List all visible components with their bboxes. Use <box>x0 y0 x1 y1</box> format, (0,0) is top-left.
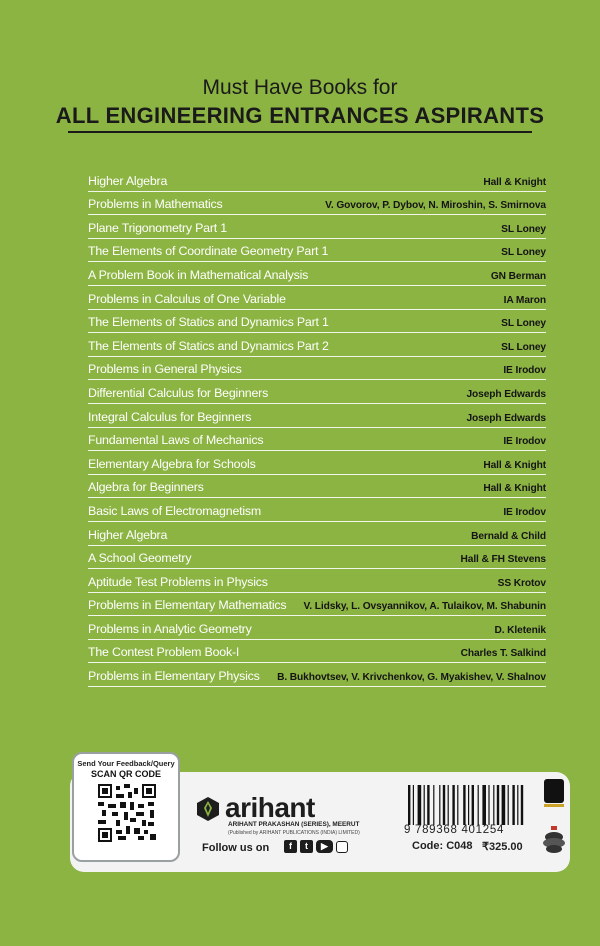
book-title: Problems in Calculus of One Variable <box>88 291 286 306</box>
book-row <box>88 286 546 310</box>
scan-qr-label: SCAN QR CODE <box>90 769 161 779</box>
book-author: Hall & FH Stevens <box>460 554 546 566</box>
page-heading <box>0 76 600 129</box>
book-author: GN Berman <box>490 270 546 282</box>
barcode-bar <box>521 785 523 825</box>
book-row <box>88 192 546 216</box>
book-title: Algebra for Beginners <box>88 480 204 495</box>
barcode-bar <box>508 785 509 825</box>
barcode-bar <box>493 785 494 825</box>
book-title: Higher Algebra <box>88 173 168 188</box>
heading-underline <box>68 131 532 133</box>
feedback-qr-box[interactable] <box>72 752 180 862</box>
book-author: B. Bukhovtsev, V. Krivchenkov, G. Myakishev, V. Shalnov <box>277 672 546 684</box>
publisher-note: (Published by ARIHANT PUBLICATIONS (INDIA) LIMITED) <box>228 830 360 836</box>
book-title: Differential Calculus for Beginners <box>88 385 269 400</box>
book-title: Plane Trigonometry Part 1 <box>88 220 227 235</box>
book-author: IE Irodov <box>503 365 546 377</box>
book-row <box>88 616 546 640</box>
barcode-bar <box>413 785 414 825</box>
book-price: ₹325.00 <box>482 841 523 853</box>
barcode-bar <box>468 785 469 825</box>
barcode-bar <box>463 785 465 825</box>
book-title: The Elements of Coordinate Geometry Part 1 <box>88 244 329 259</box>
book-row <box>88 404 546 428</box>
book-author: Charles T. Salkind <box>460 648 546 660</box>
youtube-icon[interactable]: ▶ <box>316 840 333 853</box>
book-title: The Elements of Statics and Dynamics Part 1 <box>88 315 329 330</box>
book-title: The Elements of Statics and Dynamics Part 2 <box>88 338 329 353</box>
barcode-bar <box>424 785 425 825</box>
book-row <box>88 428 546 452</box>
book-row <box>88 262 546 286</box>
book-row <box>88 215 546 239</box>
book-row <box>88 546 546 570</box>
barcode-bar <box>443 785 445 825</box>
barcode-bar <box>448 785 449 825</box>
book-row <box>88 522 546 546</box>
publisher-brand: arihant <box>225 792 315 823</box>
instagram-icon[interactable] <box>336 841 348 853</box>
publisher-name: ARIHANT PRAKASHAN (SERIES), MEERUT <box>228 821 360 828</box>
book-title: Problems in Elementary Physics <box>88 669 260 684</box>
book-list <box>88 168 546 687</box>
book-author: IE Irodov <box>503 506 546 518</box>
book-author: Joseph Edwards <box>466 412 546 424</box>
book-row <box>88 168 546 192</box>
book-title: Elementary Algebra for Schools <box>88 456 256 471</box>
book-row <box>88 380 546 404</box>
book-title: Problems in Elementary Mathematics <box>88 598 287 613</box>
book-author: SL Loney <box>501 341 546 353</box>
book-title: A School Geometry <box>88 551 192 566</box>
book-author: IE Irodov <box>503 436 546 448</box>
feedback-label: Send Your Feedback/Query <box>77 759 175 768</box>
isbn-number: 9 789368 401254 <box>404 824 505 836</box>
book-title: The Contest Problem Book-I <box>88 645 240 660</box>
barcode-bar <box>427 785 429 825</box>
book-author: D. Kletenik <box>494 624 546 636</box>
book-author: IA Maron <box>503 294 546 306</box>
book-row <box>88 333 546 357</box>
book-row <box>88 451 546 475</box>
barcode-bar <box>439 785 440 825</box>
barcode-bar <box>433 785 434 825</box>
heading-title: ALL ENGINEERING ENTRANCES ASPIRANTS <box>55 103 545 128</box>
book-row <box>88 569 546 593</box>
book-code: Code: C048 <box>412 840 473 852</box>
barcode-bar <box>408 785 410 825</box>
book-title: Problems in Mathematics <box>88 197 223 212</box>
barcode-bar <box>497 785 499 825</box>
book-row <box>88 498 546 522</box>
book-title: A Problem Book in Mathematical Analysis <box>88 267 309 282</box>
barcode-bar <box>488 785 489 825</box>
book-author: Hall & Knight <box>483 459 546 471</box>
barcode-bar <box>482 785 486 825</box>
book-author: SS Krotov <box>497 577 546 589</box>
book-row <box>88 593 546 617</box>
barcode-bar <box>502 785 506 825</box>
book-row <box>88 640 546 664</box>
book-row <box>88 663 546 687</box>
book-title: Aptitude Test Problems in Physics <box>88 574 268 589</box>
book-title: Problems in Analytic Geometry <box>88 621 252 636</box>
book-author: SL Loney <box>501 223 546 235</box>
barcode-bar <box>418 785 422 825</box>
heading-subtitle: Must Have Books for <box>202 76 398 99</box>
book-row <box>88 239 546 263</box>
mascot-icon <box>544 779 564 803</box>
twitter-icon[interactable]: t <box>300 840 313 853</box>
barcode-bar <box>472 785 474 825</box>
book-author: Hall & Knight <box>483 176 546 188</box>
book-title: Problems in General Physics <box>88 362 242 377</box>
book-author: Hall & Knight <box>483 483 546 495</box>
arihant-logo-icon <box>196 796 220 822</box>
book-author: SL Loney <box>501 247 546 259</box>
barcode-bar <box>517 785 518 825</box>
barcode-bar <box>478 785 479 825</box>
book-author: Bernald & Child <box>471 530 546 542</box>
book-author: Joseph Edwards <box>466 388 546 400</box>
book-author: V. Lidsky, L. Ovsyannikov, A. Tulaikov, M. Shabunin <box>303 601 546 613</box>
book-author: SL Loney <box>501 318 546 330</box>
book-row <box>88 357 546 381</box>
book-author: V. Govorov, P. Dybov, N. Miroshin, S. Smirnova <box>325 200 546 212</box>
barcode <box>408 785 532 825</box>
barcode-bar <box>512 785 514 825</box>
barcode-bar <box>452 785 454 825</box>
book-row <box>88 310 546 334</box>
book-title: Basic Laws of Electromagnetism <box>88 503 262 518</box>
book-title: Fundamental Laws of Mechanics <box>88 433 264 448</box>
barcode-bar <box>457 785 458 825</box>
book-row <box>88 475 546 499</box>
qr-code-icon[interactable] <box>98 784 156 842</box>
book-title: Integral Calculus for Beginners <box>88 409 252 424</box>
facebook-icon[interactable]: f <box>284 840 297 853</box>
emblem-icon <box>542 826 566 854</box>
follow-us-label: Follow us on <box>202 842 270 854</box>
book-title: Higher Algebra <box>88 527 168 542</box>
